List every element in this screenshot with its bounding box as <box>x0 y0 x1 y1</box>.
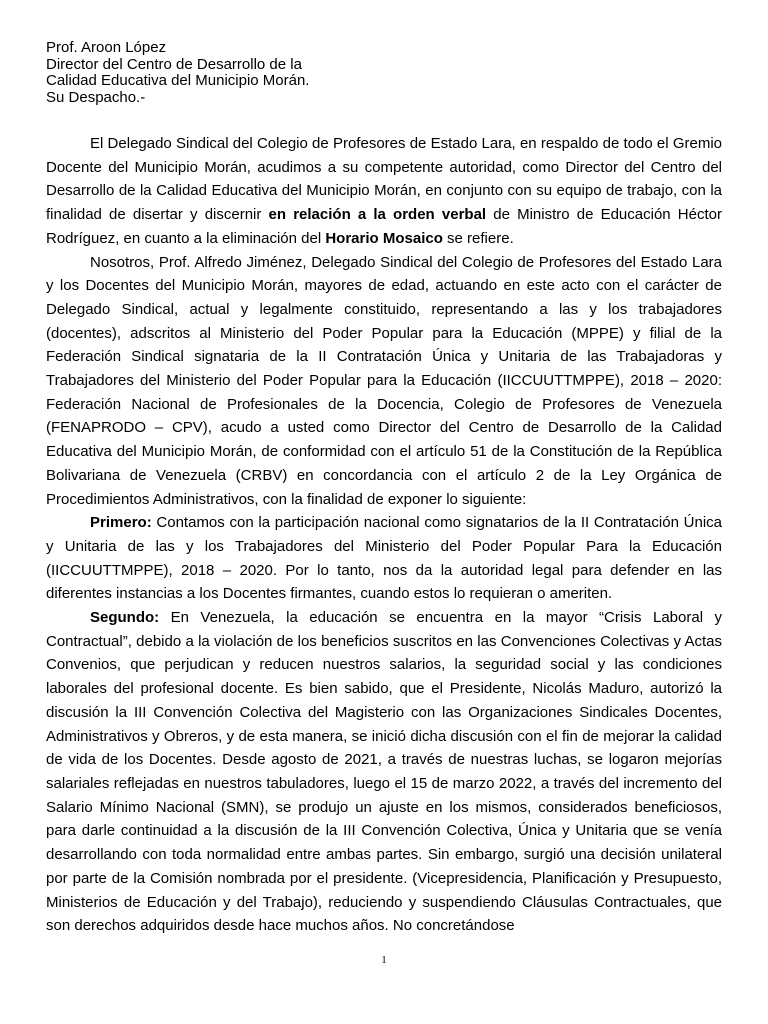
primero-text: Contamos con la participación nacional como signatarios de la II Contratación Única y Unitaria de las y los Trabajadores del Ministerio del Poder Popular Para la Educación (IICCUUTTMPPE), 2018 – 2020. Por lo tanto, nos da la autoridad legal para defender en las diferentes instancias a los Docentes firmantes, cuando estos lo requieran o ameriten. <box>46 514 722 603</box>
addressee-name: Prof. Aroon López <box>46 39 167 56</box>
paragraph-intro-text-1: El Delegado Sindical del Colegio de Profesores de Estado Lara, en respaldo de todo el Gremio Docente del Municipio Morán, acudimos a su competente autoridad, como Director del Centro del Desarrollo de la Calidad Educativa del Municipio Morán, en conjunto con su equipo de trabajo, con la finalidad de disertar y discernir <box>46 135 722 224</box>
segundo-label: Segundo: <box>90 609 160 627</box>
primero-label: Primero: <box>90 514 152 532</box>
bold-orden-verbal: en relación a la orden verbal <box>268 206 487 224</box>
paragraph-segundo <box>46 606 722 938</box>
paragraph-primero <box>46 511 722 606</box>
paragraph-intro-text-3: se refiere. <box>442 229 514 247</box>
paragraph-intro <box>46 132 722 251</box>
letter-body <box>46 132 722 938</box>
addressee-block <box>46 40 309 106</box>
segundo-text: En Venezuela, la educación se encuentra en la mayor “Crisis Laboral y Contractual”, debido a la violación de los beneficios suscritos en las Convenciones Colectivas y Actas Convenios, que perjudican y reducen nuestros salarios, la seguridad social y las condiciones laborales del profesional docente. Es bien sabido, que el Presidente, Nicolás Maduro, autorizó la discusión la III Convención Colectiva del Magisterio con las Organizaciones Sindicales Docentes, Administrativos y Obreros, y de esta manera, se inició dicha discusión con el fin de mejorar la calidad de vida de los Docentes. Desde agosto de 2021, a través de nuestras luchas, se logaron mejorías salariales reflejadas en nuestros tabuladores, luego el 15 de marzo 2022, a través del incremento del Salario Mínimo Nacional (SMN), se produjo un ajuste en los mismos, considerados beneficiosos, para darle continuidad a la discusión de la III Convención Colectiva, Única y Unitaria que se venía desarrollando con toda normalidad entre ambas partes. Sin embargo, surgió una decisión unilateral por parte de la Comisión nombrada por el presidente. (Vicepresidencia, Planificación y Presupuesto, Ministerios de Educación y del Trabajo), reduciendo y suspendiendo Cláusulas Contractuales, que son derechos adquiridos desde hace muchos años. No concretándose <box>46 609 722 935</box>
paragraph-intro-text-2: de Ministro de Educación Héctor Rodríguez, en cuanto a la eliminación del <box>46 206 722 247</box>
addressee-title-line-2: Calidad Educativa del Municipio Morán. <box>46 72 310 89</box>
salutation: Su Despacho.- <box>46 88 146 106</box>
paragraph-nosotros: Nosotros, Prof. Alfredo Jiménez, Delegado Sindical del Colegio de Profesores del Estado Lara y los Docentes del Municipio Morán, mayores de edad, actuando en este acto con el carácter de Delegado Sindical, actual y legalmente constituido, representando a las y los trabajadores (docentes), adscritos al Ministerio del Poder Popular para la Educación (MPPE) y filial de la Federación Sindical signataria de la II Contratación Única y Unitaria de las Trabajadoras y Trabajadores del Ministerio del Poder Popular para la Educación (IICCUUTTMPPE), 2018 – 2020: Federación Nacional de Profesionales de la Docencia, Colegio de Profesores de Venezuela (FENAPRODO – CPV), acudo a usted como Director del Centro de Desarrollo de la Calidad Educativa del Municipio Morán, de conformidad con el artículo 51 de la Constitución de la República Bolivariana de Venezuela (CRBV) en concordancia con el artículo 2 de la Ley Orgánica de Procedimientos Administrativos, con la finalidad de exponer lo siguiente: <box>46 253 722 508</box>
addressee-title-line-1: Director del Centro de Desarrollo de la <box>46 55 302 73</box>
bold-horario-mosaico: Horario Mosaico <box>325 229 443 247</box>
page-number: 1 <box>381 954 387 966</box>
